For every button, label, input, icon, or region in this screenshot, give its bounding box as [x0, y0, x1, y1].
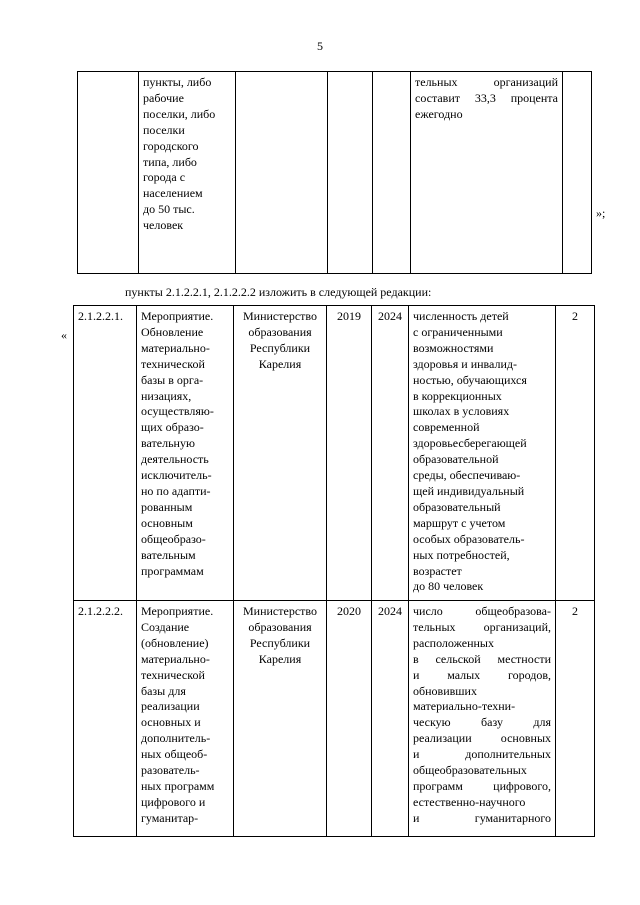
text-line: Мероприятие.: [141, 309, 214, 323]
text-line: обновивших: [413, 683, 477, 698]
text-line: общеобразо-: [141, 531, 206, 546]
text-line: особых образователь-: [413, 531, 525, 546]
text-line: деятельность: [141, 452, 209, 467]
text-line: здоровьесберегающей: [413, 436, 527, 451]
code-cell: 2.1.2.2.2.: [74, 601, 137, 837]
text-line: вательную: [141, 436, 195, 451]
text-line: Мероприятие.: [141, 604, 214, 618]
text-line: ных потребностей,: [413, 547, 510, 562]
text-line: Министерство: [243, 309, 317, 323]
text-line: до 80 человек: [413, 579, 484, 594]
text-line: программ цифрового,: [413, 778, 551, 793]
start-year-cell: 2019: [327, 306, 372, 601]
text-line: Создание: [141, 619, 190, 634]
text-line: дополнитель-: [141, 731, 211, 746]
text-line: Министерство: [243, 604, 317, 618]
settlement-type-cell: [139, 72, 236, 274]
text-line: ческую базу для: [413, 715, 551, 730]
text-line: и дополнительных: [413, 747, 551, 762]
text-line: щей индивидуальный: [413, 483, 525, 498]
text-line: материально-: [141, 340, 210, 355]
text-line: базы для: [141, 683, 186, 698]
text-line: тельных организаций: [415, 75, 558, 89]
text-line: современной: [413, 420, 480, 435]
text-line: в сельской местности: [413, 651, 551, 666]
text-line: реализации: [141, 699, 200, 714]
indicator-cell: [409, 601, 556, 837]
text-line: рабочие: [143, 90, 184, 105]
continued-table: [77, 71, 592, 274]
cell-lines: [415, 75, 558, 123]
end-year-cell: 2024: [372, 306, 409, 601]
table-row: [74, 601, 595, 837]
text-line: численность детей: [413, 309, 509, 323]
text-line: исключитель-: [141, 468, 212, 483]
executor-cell: [234, 601, 327, 837]
text-line: технической: [141, 667, 205, 682]
text-line: и гуманитарного: [413, 810, 551, 825]
executor-cell: [236, 72, 328, 274]
text-line: образования: [248, 619, 312, 634]
text-line: ных общеоб-: [141, 747, 208, 762]
text-line: число общеобразова-: [413, 604, 551, 618]
text-line: составит 33,3 процента: [415, 90, 558, 105]
text-line: возрастет: [413, 563, 462, 578]
text-line: типа, либо: [143, 154, 197, 169]
text-line: программам: [141, 563, 204, 578]
text-line: тельных организаций,: [413, 619, 551, 634]
amended-table: [73, 305, 595, 837]
text-line: основных и: [141, 715, 201, 730]
text-line: городского: [143, 138, 199, 153]
text-line: ностью, обучающихся: [413, 372, 527, 387]
start-year-cell: [328, 72, 373, 274]
start-year-cell: 2020: [327, 601, 372, 837]
cell-lines: [238, 309, 322, 373]
text-line: низациях,: [141, 388, 192, 403]
text-line: расположенных: [413, 635, 494, 650]
text-line: реализации основных: [413, 731, 551, 746]
text-line: (обновление): [141, 635, 209, 650]
cell-lines: [141, 309, 229, 579]
text-line: Карелия: [258, 356, 302, 371]
table-row: [74, 306, 595, 601]
cell-lines: [141, 604, 229, 827]
text-line: щих образо-: [141, 420, 204, 435]
event-cell: [137, 306, 234, 601]
text-line: базы в орга-: [141, 372, 204, 387]
text-line: образовательный: [413, 499, 501, 514]
text-line: возможностями: [413, 340, 494, 355]
target-cell: 2: [556, 306, 595, 601]
text-line: Обновление: [141, 324, 204, 339]
table-row: [78, 72, 592, 274]
executor-cell: [234, 306, 327, 601]
text-line: пункты, либо: [143, 75, 212, 89]
text-line: здоровья и инвалид-: [413, 356, 518, 371]
page-number: 5: [317, 39, 323, 53]
code-cell: 2.1.2.2.1.: [74, 306, 137, 601]
text-line: Карелия: [258, 651, 302, 666]
text-line: школах в условиях: [413, 404, 510, 419]
text-line: поселки, либо: [143, 106, 216, 121]
text-line: человек: [143, 218, 184, 233]
indicator-cell: [409, 306, 556, 601]
text-line: основным: [141, 515, 193, 530]
text-line: осуществляю-: [141, 404, 214, 419]
text-line: материально-: [141, 651, 210, 666]
text-line: образовательной: [413, 452, 499, 467]
text-line: цифрового и: [141, 794, 206, 809]
event-cell: [137, 601, 234, 837]
text-line: Республики: [249, 340, 311, 355]
text-line: ежегодно: [415, 106, 463, 121]
text-line: материально-техни-: [413, 699, 516, 714]
text-line: образования: [248, 324, 312, 339]
end-year-cell: [373, 72, 411, 274]
closing-quote: »;: [596, 206, 606, 220]
text-line: среды, обеспечиваю-: [413, 468, 521, 483]
cell-lines: [238, 604, 322, 668]
text-line: до 50 тыс.: [143, 202, 195, 217]
text-line: Республики: [249, 635, 311, 650]
text-line: и малых городов,: [413, 667, 551, 682]
text-line: поселки: [143, 122, 185, 137]
text-line: города с: [143, 170, 186, 185]
text-line: в коррекционных: [413, 388, 502, 403]
text-line: маршрут с учетом: [413, 515, 506, 530]
text-line: вательным: [141, 547, 196, 562]
text-line: естественно-научного: [413, 794, 526, 809]
text-line: с ограниченными: [413, 324, 503, 339]
text-line: населением: [143, 186, 203, 201]
text-line: ных программ: [141, 778, 215, 793]
cell-lines: [143, 75, 231, 234]
cell-lines: [413, 309, 551, 595]
indicator-cell: [411, 72, 563, 274]
text-line: общеобразовательных: [413, 763, 527, 778]
text-line: гуманитар-: [141, 810, 199, 825]
text-line: технической: [141, 356, 205, 371]
target-cell: [563, 72, 592, 274]
text-line: разователь-: [141, 763, 200, 778]
code-cell: [78, 72, 139, 274]
amendment-instruction: пункты 2.1.2.2.1, 2.1.2.2.2 изложить в следующей редакции:: [125, 285, 432, 299]
cell-lines: [413, 604, 551, 827]
text-line: но по адапти-: [141, 483, 211, 498]
target-cell: 2: [556, 601, 595, 837]
end-year-cell: 2024: [372, 601, 409, 837]
text-line: рованным: [141, 499, 193, 514]
opening-quote: «: [61, 328, 67, 342]
